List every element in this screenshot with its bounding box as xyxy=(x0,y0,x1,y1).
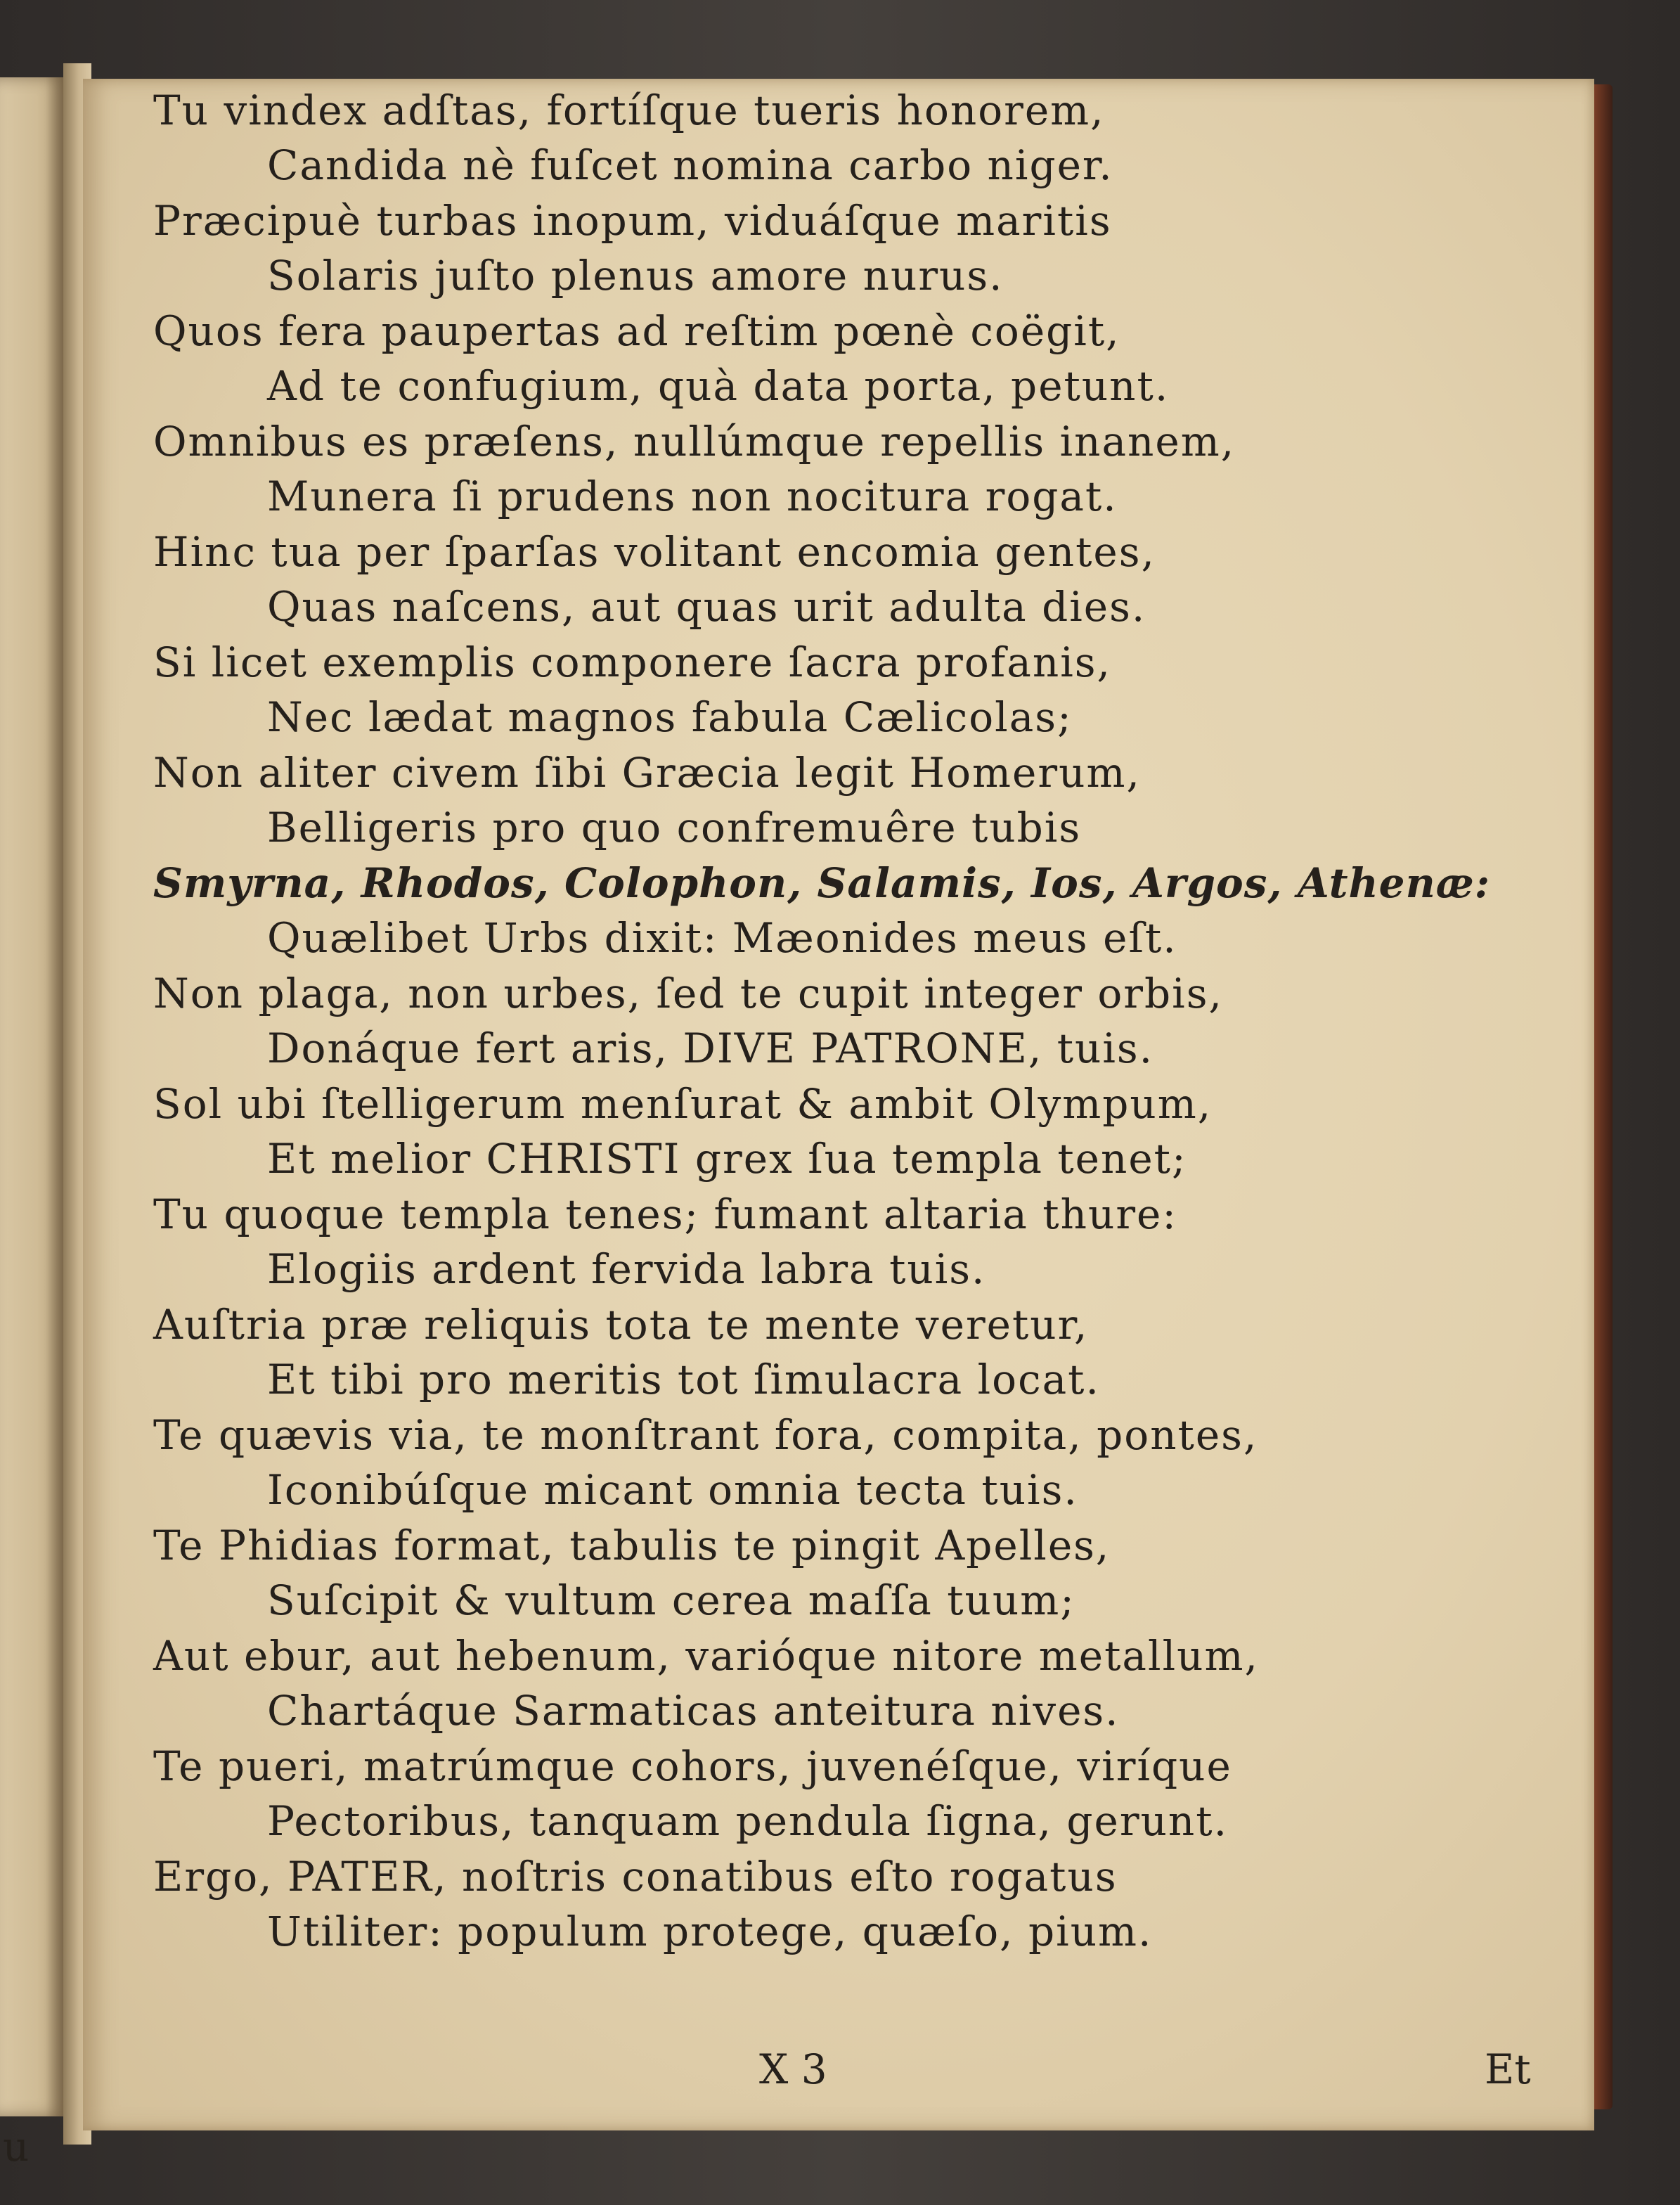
verse-line-22: Elogiis ardent fervida labra tuis. xyxy=(267,1245,986,1293)
verse-line-14: Belligeris pro quo confremuêre tubis xyxy=(267,804,1082,851)
previous-page-letter: u xyxy=(3,2123,30,2171)
verse-line-33: Ergo, PATER, noſtris conatibus eſto rogatus xyxy=(153,1853,1118,1901)
verse-line-28: Suſcipit & vultum cerea maſſa tuum; xyxy=(267,1576,1075,1624)
verse-line-12: Nec lædat magnos fabula Cælicolas; xyxy=(267,693,1073,741)
verse-line-32: Pectoribus, tanquam pendula ſigna, gerunt. xyxy=(267,1797,1229,1845)
verse-line-27: Te Phidias format, tabulis te pingit Apelles, xyxy=(153,1522,1111,1569)
previous-page-edge xyxy=(0,77,65,2171)
verse-line-31: Te pueri, matrúmque cohors, juvenéſque, viríque xyxy=(153,1742,1232,1790)
catchword: Et xyxy=(1485,2045,1531,2093)
verse-line-2: Candida nè fuſcet nomina carbo niger. xyxy=(267,141,1113,189)
verse-line-7: Omnibus es præſens, nullúmque repellis inanem, xyxy=(153,418,1236,465)
verse-line-21: Tu quoque templa tenes; fumant altaria thure: xyxy=(153,1190,1177,1238)
verse-line-20: Et melior CHRISTI grex ſua templa tenet; xyxy=(267,1135,1187,1183)
verse-line-16: Quælibet Urbs dixit: Mæonides meus eſt. xyxy=(267,914,1177,962)
verse-line-17: Non plaga, non urbes, ſed te cupit integer orbis, xyxy=(153,970,1223,1017)
verse-line-19: Sol ubi ſtelligerum menſurat & ambit Olympum, xyxy=(153,1080,1213,1128)
verse-line-9: Hinc tua per ſparſas volitant encomia gentes, xyxy=(153,528,1156,576)
verse-line-10: Quas naſcens, aut quas urit adulta dies. xyxy=(267,583,1146,631)
verse-line-4: Solaris juſto plenus amore nurus. xyxy=(267,252,1004,300)
verse-line-13: Non aliter civem ſibi Græcia legit Homerum, xyxy=(153,749,1141,797)
verse-line-29: Aut ebur, aut hebenum, varióque nitore metallum, xyxy=(153,1632,1259,1680)
verse-line-15: Smyrna, Rhodos, Colophon, Salamis, Ios, Argos, Athenæ: xyxy=(153,859,1491,907)
verse-line-24: Et tibi pro meritis tot ſimulacra locat. xyxy=(267,1356,1100,1403)
verse-line-34: Utiliter: populum protege, quæſo, pium. xyxy=(267,1908,1153,1955)
verse-line-26: Iconibúſque micant omnia tecta tuis. xyxy=(267,1466,1078,1514)
verse-line-18: Donáque fert aris, DIVE PATRONE, tuis. xyxy=(267,1024,1154,1072)
signature-mark: X 3 xyxy=(759,2045,827,2093)
verse-line-3: Præcipuè turbas inopum, viduáſque maritis xyxy=(153,197,1112,245)
verse-line-8: Munera ſi prudens non nocitura rogat. xyxy=(267,472,1118,520)
verse-line-30: Chartáque Sarmaticas anteitura nives. xyxy=(267,1687,1120,1735)
verse-line-1: Tu vindex adſtas, fortíſque tueris honorem, xyxy=(153,86,1105,134)
page xyxy=(83,79,1594,2130)
verse-line-5: Quos fera paupertas ad reſtim pœnè coëgit, xyxy=(153,307,1120,355)
poem-text xyxy=(83,79,1594,2130)
verse-line-6: Ad te confugium, quà data porta, petunt. xyxy=(267,362,1170,410)
verse-line-23: Auſtria præ reliquis tota te mente veretur, xyxy=(153,1301,1089,1349)
verse-line-25: Te quævis via, te monſtrant fora, compita, pontes, xyxy=(153,1411,1258,1459)
verse-line-11: Si licet exemplis componere ſacra profanis, xyxy=(153,638,1111,686)
